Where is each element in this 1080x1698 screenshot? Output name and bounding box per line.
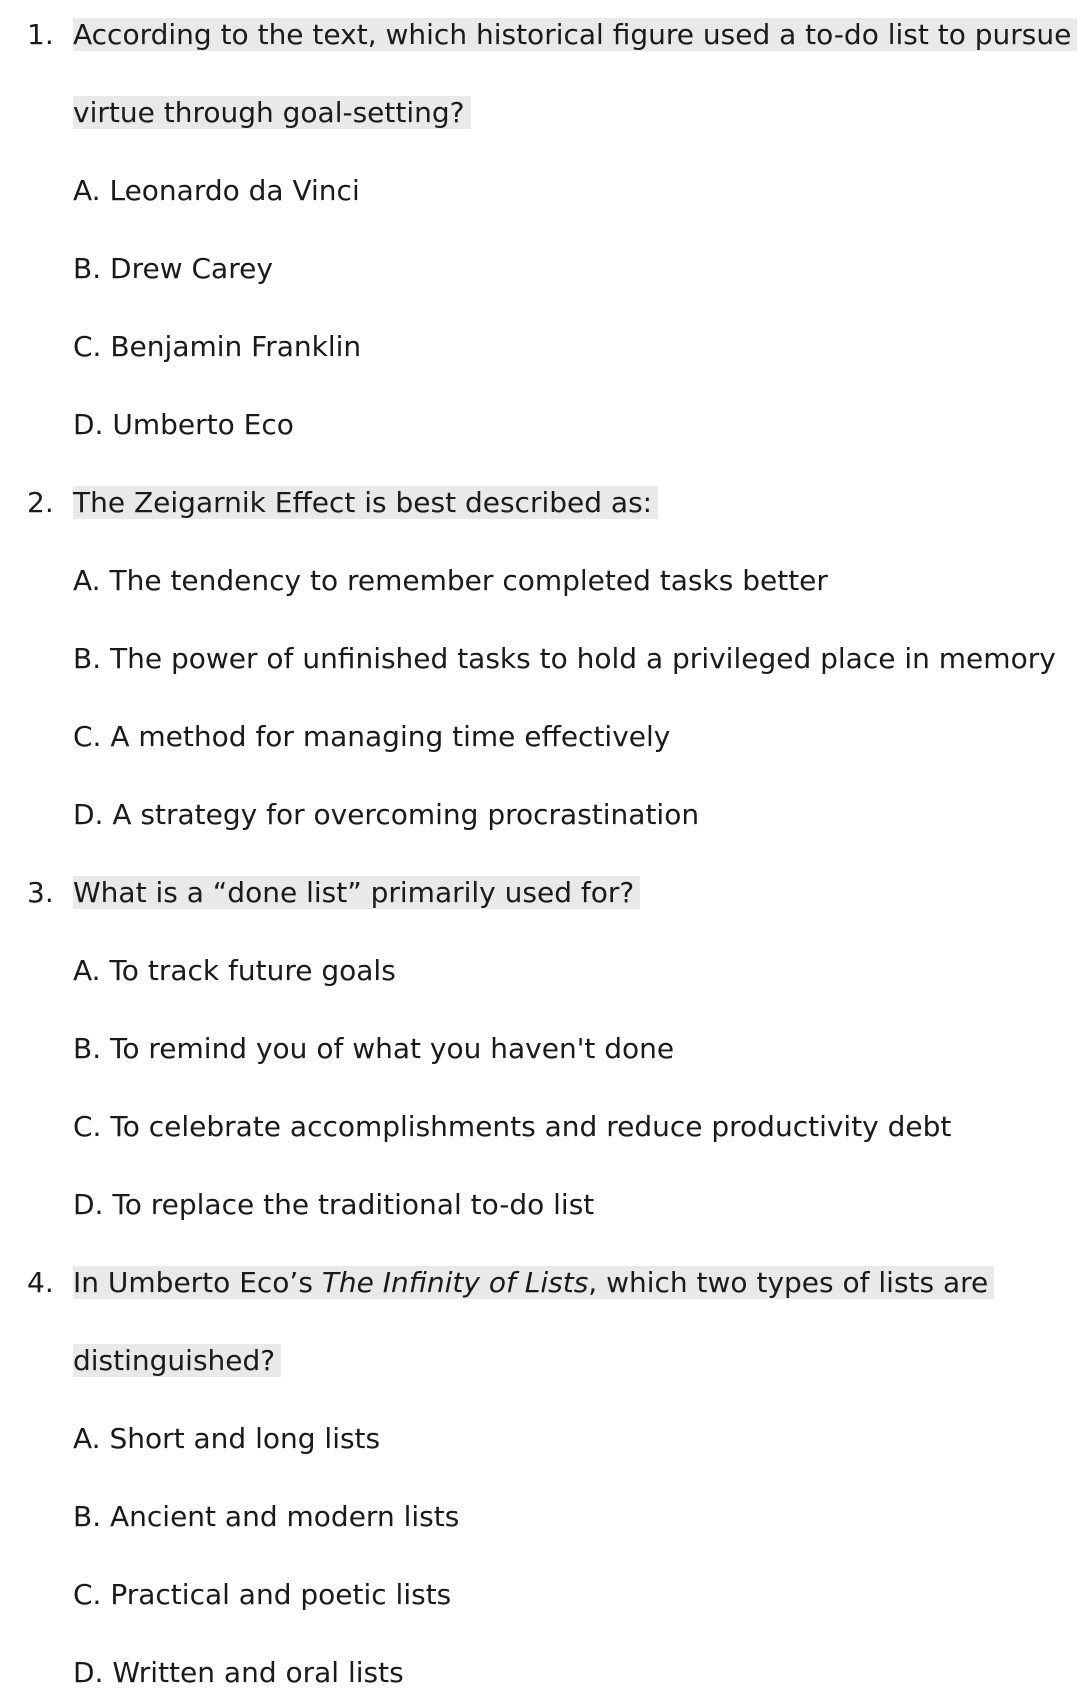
- question-prompt: [73, 872, 640, 914]
- question-prompt: [73, 1262, 994, 1304]
- question-prompt-line: [73, 1266, 994, 1299]
- answer-option: C. A method for managing time effectively: [73, 720, 671, 753]
- question-prompt-line: According to the text, which historical figure used a to-do list to pursue: [73, 18, 1077, 51]
- question-number: 2.: [27, 486, 54, 519]
- question-prompt-line: distinguished?: [73, 1344, 281, 1377]
- book-title: The Infinity of Lists: [321, 1266, 589, 1299]
- answer-option: A. The tendency to remember completed tasks better: [73, 564, 828, 597]
- answer-option: A. Short and long lists: [73, 1422, 381, 1455]
- question-prompt-continued: [73, 1340, 281, 1382]
- answer-option: D. A strategy for overcoming procrastination: [73, 798, 700, 831]
- answer-option: C. To celebrate accomplishments and reduce productivity debt: [73, 1110, 952, 1143]
- answer-option: D. Umberto Eco: [73, 408, 294, 441]
- answer-option: C. Practical and poetic lists: [73, 1578, 452, 1611]
- answer-option: B. The power of unfinished tasks to hold a privileged place in memory: [73, 642, 1056, 675]
- question-prompt-line: What is a “done list” primarily used for?: [73, 876, 640, 909]
- question-prompt: [73, 14, 1077, 56]
- question-number: 3.: [27, 876, 54, 909]
- answer-option: B. Ancient and modern lists: [73, 1500, 460, 1533]
- answer-option: A. To track future goals: [73, 954, 396, 987]
- question-number: 4.: [27, 1266, 54, 1299]
- prompt-suffix: , which two types of lists are: [588, 1266, 989, 1299]
- question-prompt: [73, 482, 658, 524]
- answer-option: D. Written and oral lists: [73, 1656, 404, 1689]
- answer-option: D. To replace the traditional to-do list: [73, 1188, 595, 1221]
- question-prompt-line: The Zeigarnik Effect is best described as:: [73, 486, 658, 519]
- prompt-prefix: In Umberto Eco’s: [73, 1266, 322, 1299]
- answer-option: B. To remind you of what you haven't done: [73, 1032, 675, 1065]
- question-prompt-continued: [73, 92, 471, 134]
- answer-option: B. Drew Carey: [73, 252, 273, 285]
- question-prompt-line: virtue through goal-setting?: [73, 96, 471, 129]
- question-number: 1.: [27, 18, 54, 51]
- answer-option: A. Leonardo da Vinci: [73, 174, 360, 207]
- answer-option: C. Benjamin Franklin: [73, 330, 362, 363]
